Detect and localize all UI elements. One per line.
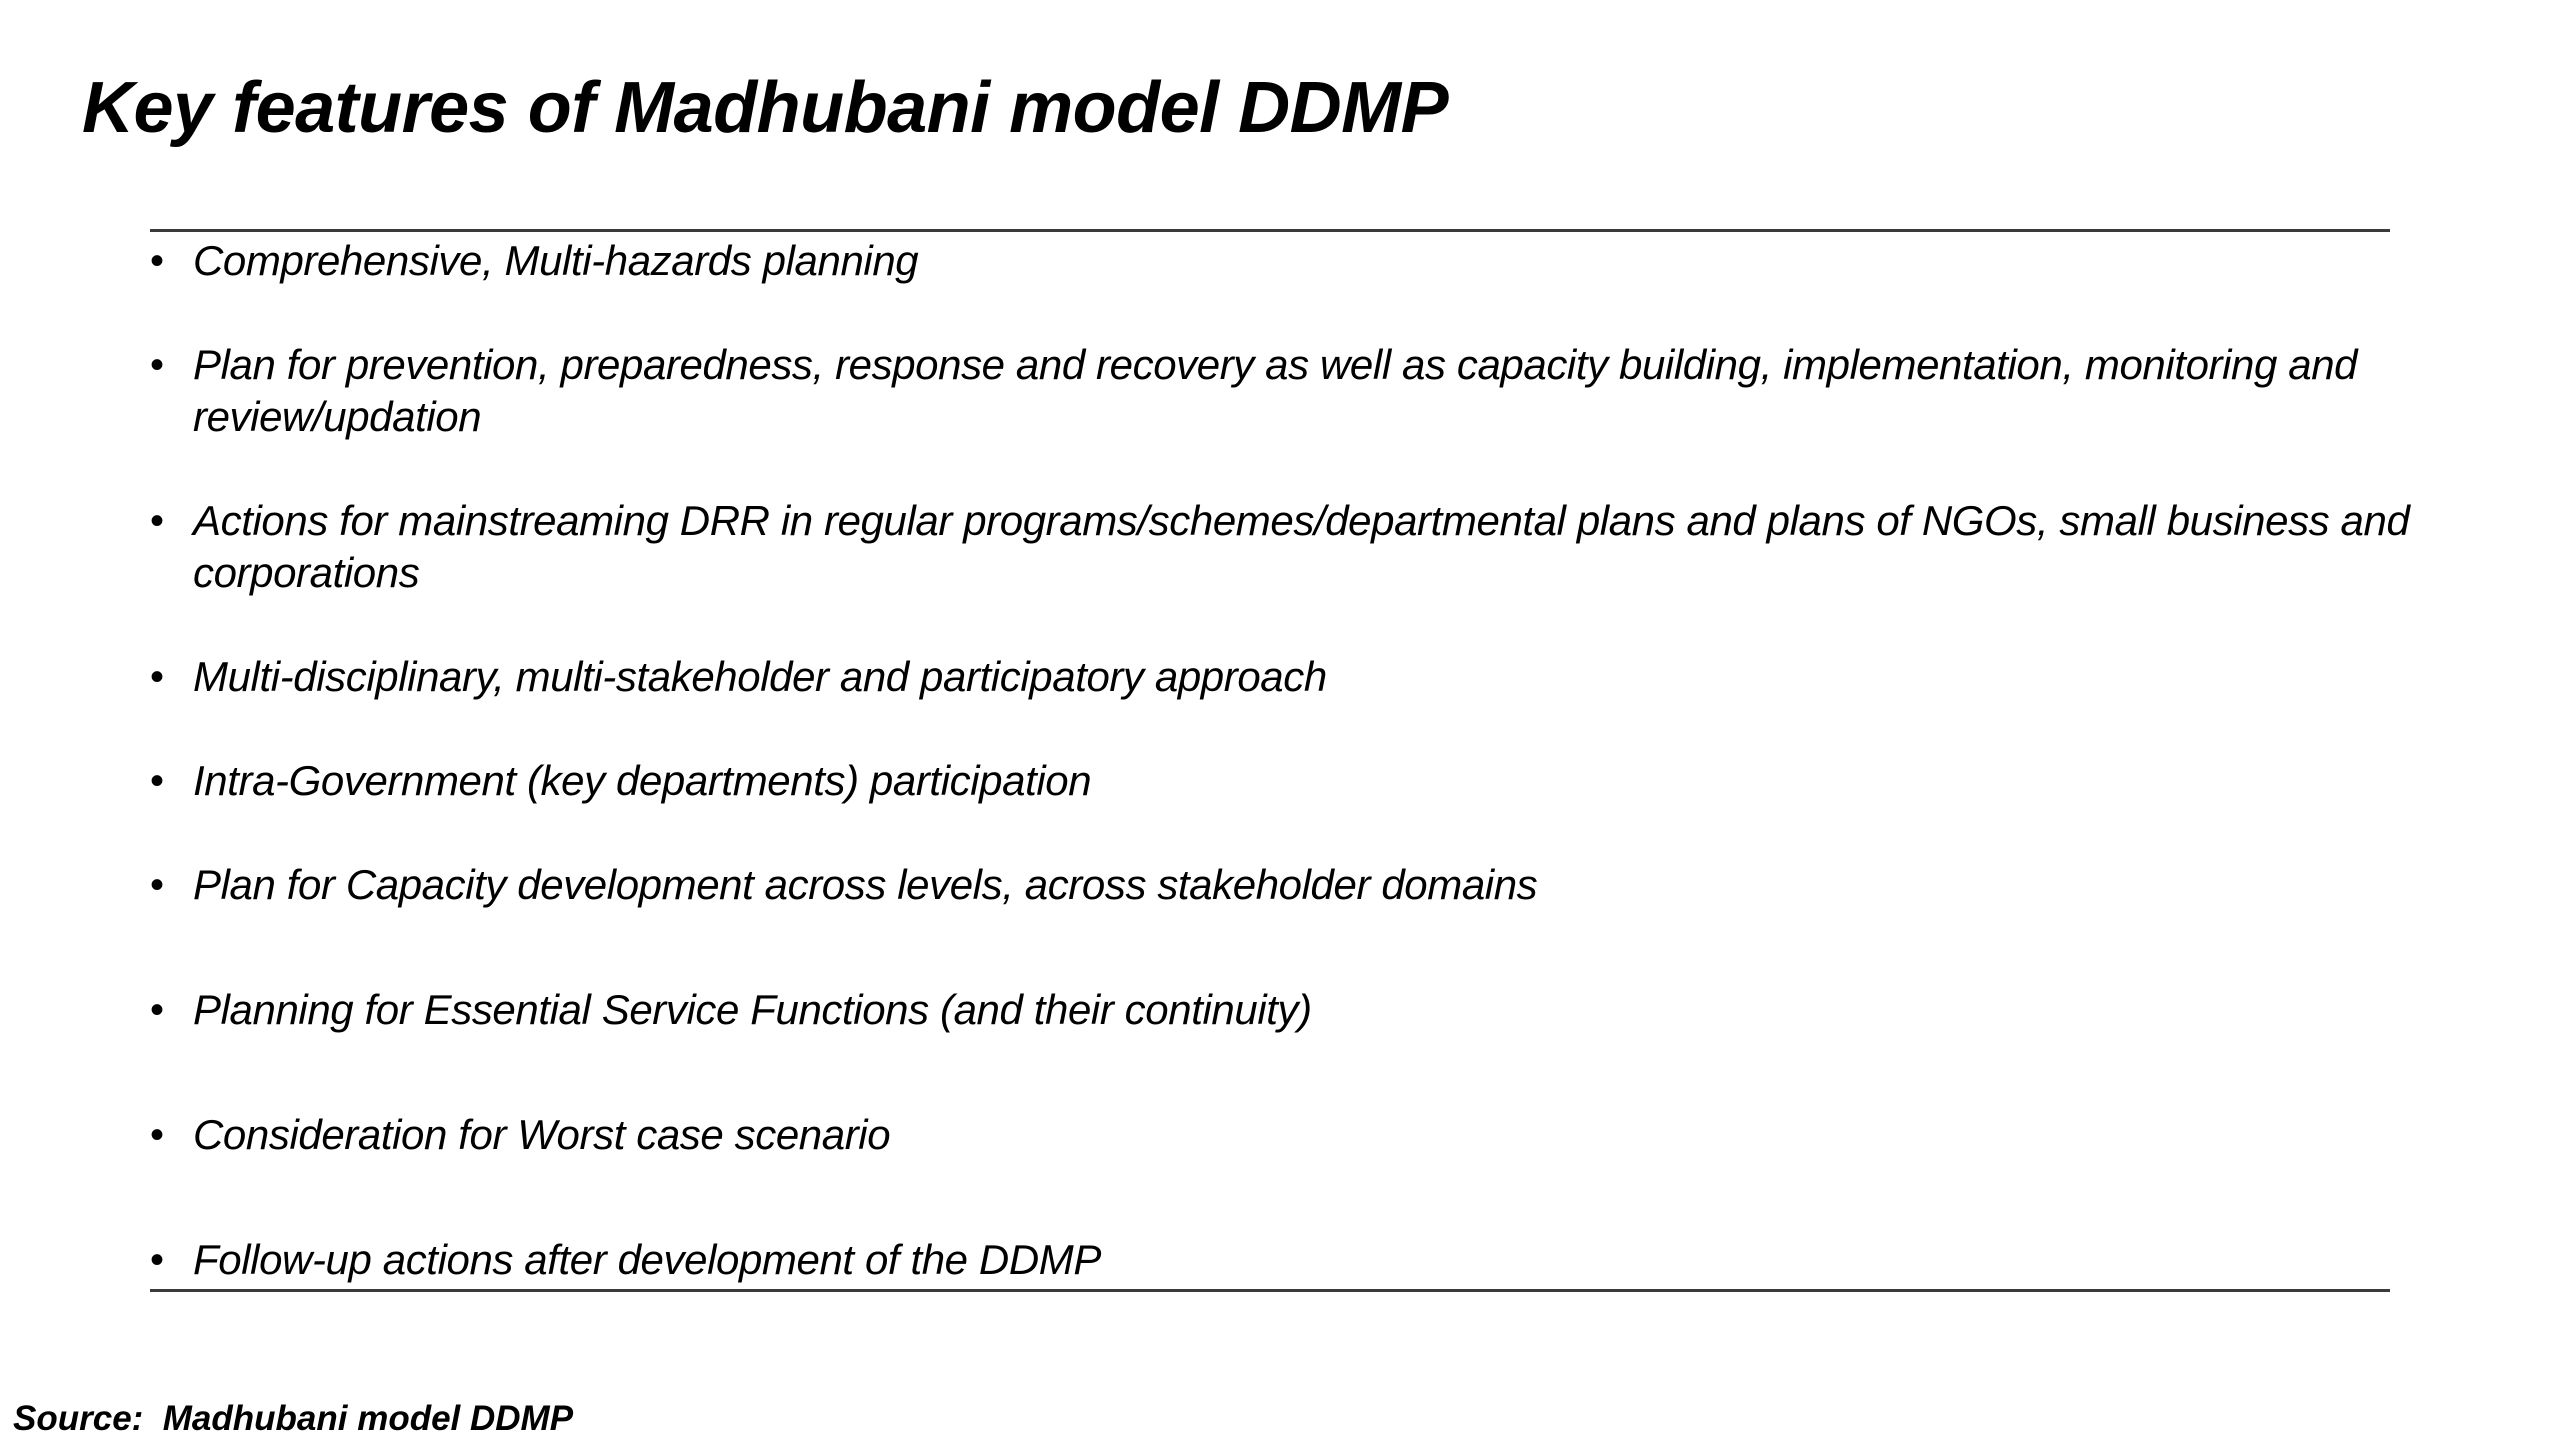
bullet-icon: •: [150, 1238, 165, 1282]
source-citation: [13, 1398, 573, 1440]
list-item: [150, 495, 2480, 599]
list-item-text: Actions for mainstreaming DRR in regular programs/schemes/departmental plans and plans of NGOs, small business and corporations: [193, 497, 2410, 596]
bullet-icon: •: [150, 499, 165, 543]
list-item: [150, 755, 2480, 807]
list-item-text: Plan for Capacity development across levels, across stakeholder domains: [193, 861, 1538, 908]
list-item: [150, 651, 2480, 703]
bullet-icon: •: [150, 863, 165, 907]
list-item: [150, 1109, 2480, 1161]
source-text: Madhubani model DDMP: [162, 1399, 574, 1438]
list-item: [150, 984, 2480, 1036]
list-item: [150, 339, 2480, 443]
list-item-text: Plan for prevention, preparedness, response and recovery as well as capacity building, implementation, monitoring and review/updation: [193, 341, 2358, 440]
list-item-text: Follow-up actions after development of the DDMP: [193, 1236, 1101, 1283]
bullet-icon: •: [150, 239, 165, 283]
source-label: Source:: [13, 1399, 144, 1438]
bullet-icon: •: [150, 1113, 165, 1157]
list-item: [150, 235, 2480, 287]
bullet-icon: •: [150, 759, 165, 803]
bullet-icon: •: [150, 988, 165, 1032]
list-item: [150, 859, 2480, 911]
list-item-text: Planning for Essential Service Functions (and their continuity): [193, 986, 1312, 1033]
list-item-text: Multi-disciplinary, multi-stakeholder and participatory approach: [193, 653, 1327, 700]
bullet-icon: •: [150, 655, 165, 699]
top-divider: [150, 229, 2390, 232]
list-item-text: Comprehensive, Multi-hazards planning: [193, 237, 919, 284]
bullet-icon: •: [150, 343, 165, 387]
list-item-text: Consideration for Worst case scenario: [193, 1111, 891, 1158]
list-item-text: Intra-Government (key departments) participation: [193, 757, 1092, 804]
bottom-divider: [150, 1289, 2390, 1292]
slide-title: Key features of Madhubani model DDMP: [82, 68, 1449, 148]
list-item: [150, 1234, 2480, 1286]
